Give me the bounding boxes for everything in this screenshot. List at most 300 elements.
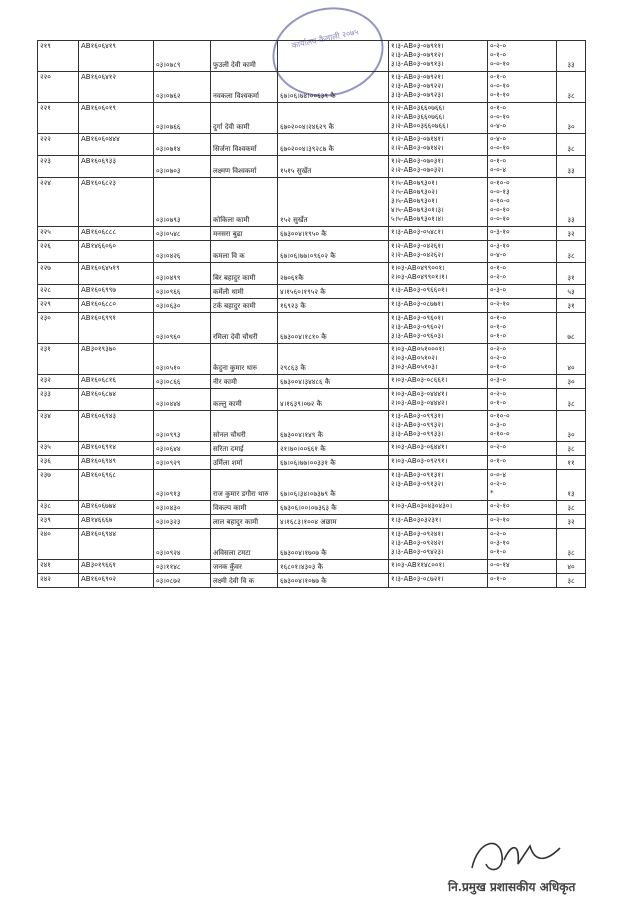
applicant-id: AB१६०६८७४ — [79, 389, 154, 411]
table-row — [38, 41, 586, 72]
table-row — [38, 411, 586, 442]
table-row — [38, 156, 586, 178]
plot-area: ०-१०-० — [490, 197, 510, 205]
plot-area: ०-०-१३ — [490, 188, 510, 196]
table-row — [38, 227, 586, 241]
plot-numbers — [389, 501, 488, 515]
plot-area: ०-१-० — [490, 51, 506, 59]
plot-area: ०-१-१० — [490, 91, 510, 99]
plot-numbers — [389, 72, 488, 103]
citizenship-number: ६७।०६।७७।०९६०२ कै — [278, 241, 389, 263]
plot-areas — [488, 501, 557, 515]
plot-number: १।०३-AB०४९९००१। — [391, 264, 445, 272]
serial-number: २३२ — [38, 375, 79, 389]
citizenship-number: ६७।०६।७४।००६३९ कै — [278, 72, 389, 103]
plot-number: १।२-AB०३-०७१४१। — [391, 135, 444, 143]
table-row — [38, 501, 586, 515]
plot-areas — [488, 389, 557, 411]
plot-areas — [488, 241, 557, 263]
person-name: कर्मेली थामी — [211, 285, 278, 299]
plot-number: १।३-AB०३-०९६६०१। — [391, 286, 448, 294]
plot-number: ३।३-AB०३-०७९२३। — [391, 91, 444, 99]
plot-number: १।३-AB०३-०९१३१। — [391, 471, 444, 479]
citizenship-number: ६७।०६।७७।००३३१ कै — [278, 456, 389, 470]
plot-number: १।३-AB०३-०५४८१। — [391, 228, 444, 236]
plot-number: १।०३-AB०३०४३०४३०। — [391, 502, 453, 510]
total-area: १३ — [557, 470, 586, 501]
plot-area: ०-०-१० — [490, 144, 510, 152]
file-number: ०३।०४२६ — [154, 241, 211, 263]
plot-number: ३।३-AB०३-०७९१३। — [391, 60, 444, 68]
plot-area: ०-१-० — [490, 363, 506, 371]
plot-number: २।०३-AB०५१०२। — [391, 354, 438, 362]
plot-number: १।०३-AB०३-०६४४१। — [391, 443, 448, 451]
plot-area: ०-१-० — [490, 548, 506, 556]
person-name: नीर कामी — [211, 375, 278, 389]
serial-number: २४१ — [38, 560, 79, 574]
person-name: अविसला टमटा — [211, 529, 278, 560]
plot-area: ०-२-१० — [490, 300, 510, 308]
citizenship-number: १५१५ सुर्खेत — [278, 156, 389, 178]
person-name: सोनल चौधरी — [211, 411, 278, 442]
table-row — [38, 442, 586, 456]
serial-number: २२३ — [38, 156, 79, 178]
total-area: ३० — [557, 411, 586, 442]
total-area: ३० — [557, 375, 586, 389]
plot-numbers — [389, 241, 488, 263]
table-row — [38, 456, 586, 470]
plot-area: ०-१-० — [490, 157, 506, 165]
total-area: ३३ — [557, 156, 586, 178]
serial-number: २२२ — [38, 134, 79, 156]
plot-areas — [488, 442, 557, 456]
applicant-id: AB१६०६८८० — [79, 299, 154, 313]
plot-number: १।०३-AB११४८००१। — [391, 561, 445, 569]
applicant-id: AB१६०६९१४ — [79, 442, 154, 456]
serial-number: २२४ — [38, 178, 79, 227]
total-area: ७८ — [557, 313, 586, 344]
plot-number: ३।३-AB०३-०९४२३। — [391, 548, 444, 556]
plot-number: २।३-AB०३-०९९३२। — [391, 421, 444, 429]
citizenship-number: १५२ सुर्खेत — [278, 178, 389, 227]
plot-area: ०-०-१० — [490, 215, 510, 223]
plot-number: १।३-AB०३-०८७२१। — [391, 575, 444, 583]
plot-area: ०-१०-० — [490, 412, 510, 420]
applicant-id: AB१४६६०६० — [79, 241, 154, 263]
plot-number: १।०३-AB०३-०८६६१। — [391, 376, 448, 384]
plot-area: ०-४-० — [490, 135, 506, 143]
table-row — [38, 263, 586, 285]
plot-number: २।२-AB०३-०४२६२। — [391, 251, 444, 259]
person-name: दुर्गा देवी कामी — [211, 103, 278, 134]
plot-areas — [488, 344, 557, 375]
total-area: ३३ — [557, 41, 586, 72]
table-row — [38, 134, 586, 156]
plot-area: ०-१-० — [490, 323, 506, 331]
citizenship-number: ४।१५६०।१९५२ कै — [278, 285, 389, 299]
table-row — [38, 285, 586, 299]
serial-number: २३० — [38, 313, 79, 344]
total-area: ३२ — [557, 515, 586, 529]
total-area: ३८ — [557, 389, 586, 411]
table-row — [38, 529, 586, 560]
plot-number: ५।५-AB०७९३०१।४। — [391, 215, 444, 223]
person-name: बिर बहादुर कामी — [211, 263, 278, 285]
plot-areas — [488, 470, 557, 501]
plot-areas — [488, 263, 557, 285]
plot-area: ०-०-१० — [490, 113, 510, 121]
register-table — [37, 40, 586, 588]
applicant-id: AB१६०६९३३ — [79, 156, 154, 178]
plot-areas — [488, 178, 557, 227]
citizenship-number: ६७।०६।३४।०७३७९ कै — [278, 470, 389, 501]
plot-number: १।०३-AB०५१०००१। — [391, 345, 445, 353]
file-number: ०३।०४३० — [154, 501, 211, 515]
plot-area: ०-३-० — [490, 421, 506, 429]
plot-number: ३।३-AB०३-०९९३३। — [391, 430, 444, 438]
table-row — [38, 178, 586, 227]
plot-areas — [488, 156, 557, 178]
applicant-id: AB१६०६९४३ — [79, 411, 154, 442]
citizenship-number: ६७३००४।१८१० कै — [278, 313, 389, 344]
plot-number: २।३-AB०३-०७९२२। — [391, 82, 444, 90]
plot-numbers — [389, 560, 488, 574]
plot-number: १।०३-AB०३-०९२९१। — [391, 457, 448, 465]
plot-areas — [488, 41, 557, 72]
total-area: ११ — [557, 456, 586, 470]
file-number: ०३।०७१४ — [154, 134, 211, 156]
plot-numbers — [389, 529, 488, 560]
person-name: केदुना कुमार थारु — [211, 344, 278, 375]
plot-numbers — [389, 456, 488, 470]
file-number: ०३।०६३० — [154, 299, 211, 313]
total-area: ३३ — [557, 178, 586, 227]
plot-number: २।३-AB०३-०९१३२। — [391, 480, 444, 488]
person-name: जनक कुँवर — [211, 560, 278, 574]
applicant-id: AB१६०६४१९ — [79, 41, 154, 72]
plot-areas — [488, 529, 557, 560]
table-row — [38, 72, 586, 103]
plot-number: १।०३-AB०३-०४४४१। — [391, 390, 448, 398]
person-name: लाल बहादुर कामी — [211, 515, 278, 529]
file-number: ०३।०७९३ — [154, 178, 211, 227]
plot-area: ०-१-० — [490, 264, 506, 272]
signature-caption: नि.प्रमुख प्रशासकीय अधिकृत — [448, 880, 576, 894]
serial-number: २३६ — [38, 456, 79, 470]
plot-numbers — [389, 470, 488, 501]
plot-area: ०-०-४ — [490, 166, 506, 174]
plot-area: ०-०-१० — [490, 82, 510, 90]
table-row — [38, 470, 586, 501]
total-area: ४० — [557, 344, 586, 375]
plot-number: २।२-AB०३-०७०३२। — [391, 166, 444, 174]
serial-number: २३७ — [38, 470, 79, 501]
person-name: उर्मिला शर्मा — [211, 456, 278, 470]
plot-number: ३।०३-AB०५१०३। — [391, 363, 438, 371]
plot-area: ०-३-१० — [490, 242, 510, 250]
plot-areas — [488, 103, 557, 134]
plot-area: ०-२-० — [490, 42, 506, 50]
plot-areas — [488, 375, 557, 389]
citizenship-number: ६७३००४।३४४८६ कै — [278, 375, 389, 389]
serial-number: २२० — [38, 72, 79, 103]
file-number: ०३।०७०३ — [154, 156, 211, 178]
plot-area: ०-१-० — [490, 332, 506, 340]
file-number: ०३।०९६० — [154, 313, 211, 344]
plot-area: ०-१-० — [490, 457, 506, 465]
person-name: कल्लु कामी — [211, 389, 278, 411]
applicant-id: AB१६०६७७४ — [79, 501, 154, 515]
plot-numbers — [389, 344, 488, 375]
plot-number: १।२-AB०३६६०७६६। — [391, 104, 445, 112]
citizenship-number: ६७०२००४।३९२८७ कै — [278, 134, 389, 156]
plot-area: ०-२-० — [490, 390, 506, 398]
citizenship-number: २७०६१कै — [278, 263, 389, 285]
plot-areas — [488, 515, 557, 529]
plot-numbers — [389, 156, 488, 178]
serial-number: २३८ — [38, 501, 79, 515]
plot-number: १।३-AB०३-०९६०१। — [391, 314, 444, 322]
plot-area: ०-३-० — [490, 286, 506, 294]
total-area: ३० — [557, 103, 586, 134]
plot-area: ०-०-१० — [490, 206, 510, 214]
table-row — [38, 313, 586, 344]
citizenship-number: ६७३०६।००।०७३६३ कै — [278, 501, 389, 515]
person-name: फुउली देवी कामी — [211, 41, 278, 72]
plot-numbers — [389, 442, 488, 456]
total-area: ३८ — [557, 134, 586, 156]
plot-number: १।३-AB०३-०९२४१। — [391, 530, 444, 538]
plot-area: ०-१०-० — [490, 179, 510, 187]
plot-area: ०-२-० — [490, 443, 506, 451]
plot-areas — [488, 299, 557, 313]
plot-area: ०-३-१० — [490, 539, 510, 547]
citizenship-number: ६७०२००४।२४६२९ कै — [278, 103, 389, 134]
citizenship-number: १६९२३ कै — [278, 299, 389, 313]
file-number: ०३।०४९९ — [154, 263, 211, 285]
plot-numbers — [389, 285, 488, 299]
citizenship-number: ६७३००४।१४९ कै — [278, 411, 389, 442]
applicant-id: AB१६०६९०२ — [79, 574, 154, 588]
citizenship-number: १६८०१।४३०३ कै — [278, 560, 389, 574]
plot-area: ०-३-० — [490, 376, 506, 384]
person-name: राज कुमार डगौरा थारु — [211, 470, 278, 501]
file-number: ०३।०३२३ — [154, 515, 211, 529]
plot-numbers — [389, 574, 488, 588]
serial-number: २१९ — [38, 41, 79, 72]
total-area: ३८ — [557, 574, 586, 588]
plot-number: २।२-AB०३६६०७६६। — [391, 113, 445, 121]
table-row — [38, 241, 586, 263]
plot-area: ०-१-० — [490, 399, 506, 407]
register-table-body — [38, 41, 586, 588]
serial-number: २३३ — [38, 389, 79, 411]
citizenship-number: २१।७०।००६६१ कै — [278, 442, 389, 456]
plot-areas — [488, 134, 557, 156]
plot-number: ३।५-AB०७९३०१। — [391, 197, 438, 205]
plot-number: २।३-AB०३-०९२४२। — [391, 539, 444, 547]
file-number: ०३।०७६६ — [154, 103, 211, 134]
plot-number: १।२-AB०३-०७०३१। — [391, 157, 444, 165]
citizenship-number: ४।१६८३।१००४ अछाम — [278, 515, 389, 529]
plot-area: ०-०-१० — [490, 60, 510, 68]
serial-number: २३५ — [38, 442, 79, 456]
plot-number: २।३-AB०३-०७९१२। — [391, 51, 444, 59]
total-area: ५३ — [557, 285, 586, 299]
plot-area: ०-२-० — [490, 345, 506, 353]
file-number: ०३।०७८९ — [154, 41, 211, 72]
plot-number: १।३-AB०३-०७९२१। — [391, 73, 444, 81]
plot-areas — [488, 560, 557, 574]
person-name: कमला वि क — [211, 241, 278, 263]
table-row — [38, 560, 586, 574]
serial-number: २२७ — [38, 263, 79, 285]
citizenship-number: २९८६३ कै — [278, 344, 389, 375]
plot-number: २।३-AB०३-०९६०२। — [391, 323, 444, 331]
plot-numbers — [389, 227, 488, 241]
table-row — [38, 389, 586, 411]
plot-number: २।०३-AB०३-०४४४२। — [391, 399, 448, 407]
applicant-id: AB१६०६९९७ — [79, 285, 154, 299]
plot-areas — [488, 227, 557, 241]
plot-number: २।०३-AB०४९९०१।१। — [391, 273, 448, 281]
plot-area: * — [490, 489, 494, 497]
plot-area: ०-२-० — [490, 273, 506, 281]
plot-area: ०-१-० — [490, 104, 506, 112]
applicant-id: AB१४६६६७ — [79, 515, 154, 529]
person-name: लक्ष्मी देवी वि क — [211, 574, 278, 588]
serial-number: २४० — [38, 529, 79, 560]
plot-area: ०-२-० — [490, 354, 506, 362]
citizenship-number: ६७३००४।१०७७ कै — [278, 574, 389, 588]
file-number: ०३।११४८ — [154, 560, 211, 574]
plot-area: ०-२-१० — [490, 502, 510, 510]
plot-area: ०-०-१४ — [490, 561, 510, 569]
plot-area: ०-१-० — [490, 314, 506, 322]
plot-area: ०-०-४ — [490, 471, 506, 479]
plot-numbers — [389, 313, 488, 344]
plot-areas — [488, 574, 557, 588]
file-number: ०३।०६४४ — [154, 442, 211, 456]
applicant-id: AB१६०६९९१ — [79, 313, 154, 344]
total-area: ४० — [557, 560, 586, 574]
applicant-id: AB१६०६८८८ — [79, 227, 154, 241]
stamp-text: कार्यालय कैलाली २०७५ — [291, 27, 360, 51]
plot-number: ३।३-AB०३-०९६०३। — [391, 332, 444, 340]
plot-numbers — [389, 263, 488, 285]
plot-area: ०-४-० — [490, 122, 506, 130]
plot-area: ०-४-० — [490, 251, 506, 259]
file-number: ०३।०८६६ — [154, 375, 211, 389]
plot-numbers — [389, 103, 488, 134]
person-name: सरिता दमाई — [211, 442, 278, 456]
serial-number: २३४ — [38, 411, 79, 442]
serial-number: २४२ — [38, 574, 79, 588]
file-number: ०३।०९६६ — [154, 285, 211, 299]
plot-numbers — [389, 41, 488, 72]
person-name: नवकला विश्वकर्मा — [211, 72, 278, 103]
plot-area: ०-२-० — [490, 480, 506, 488]
table-row — [38, 574, 586, 588]
table-row — [38, 515, 586, 529]
plot-numbers — [389, 178, 488, 227]
plot-number: १।३-AB०३-०९९३१। — [391, 412, 444, 420]
signature-scribble — [460, 830, 570, 880]
total-area: ३१ — [557, 263, 586, 285]
file-number: ०३।०४४४ — [154, 389, 211, 411]
serial-number: २२५ — [38, 227, 79, 241]
serial-number: २२८ — [38, 285, 79, 299]
table-row — [38, 344, 586, 375]
plot-areas — [488, 313, 557, 344]
total-area: ३१ — [557, 299, 586, 313]
serial-number: २३१ — [38, 344, 79, 375]
plot-number: ३।२-AB००३६६०७६६। — [391, 122, 449, 130]
plot-number: १।३-AB०३-०८७७१। — [391, 300, 444, 308]
plot-areas — [488, 411, 557, 442]
plot-numbers — [389, 389, 488, 411]
applicant-id: AB१६०६४१२ — [79, 72, 154, 103]
citizenship-number: ६७३००४।१९५० कै — [278, 227, 389, 241]
serial-number: २२१ — [38, 103, 79, 134]
serial-number: २२९ — [38, 299, 79, 313]
applicant-id: AB१६०६०४४४ — [79, 134, 154, 156]
person-name: सिर्जना विश्वकर्मा — [211, 134, 278, 156]
plot-numbers — [389, 411, 488, 442]
file-number: ०३।०९२४ — [154, 529, 211, 560]
file-number: ०३।०९१३ — [154, 470, 211, 501]
plot-number: ४।५-AB०७९३०१।३। — [391, 206, 444, 214]
plot-areas — [488, 456, 557, 470]
person-name: लक्ष्मण विश्वकर्मा — [211, 156, 278, 178]
person-name: मनसरा बुढा — [211, 227, 278, 241]
plot-number: १।५-AB०७९३०१। — [391, 179, 438, 187]
person-name: रमिला देवी चौधरी — [211, 313, 278, 344]
applicant-id: AB३०१९६६१ — [79, 560, 154, 574]
applicant-id: AB१६०६९४९ — [79, 456, 154, 470]
serial-number: २२६ — [38, 241, 79, 263]
plot-numbers — [389, 515, 488, 529]
total-area: ३८ — [557, 529, 586, 560]
applicant-id: AB१६०६८२३ — [79, 178, 154, 227]
plot-number: २।५-AB०७९३०२। — [391, 188, 438, 196]
total-area: ३८ — [557, 501, 586, 515]
applicant-id: AB१६०६८१६ — [79, 375, 154, 389]
applicant-id: AB३०१९३७० — [79, 344, 154, 375]
plot-area: ०-१-० — [490, 575, 506, 583]
person-name: टर्क बहादुर कामी — [211, 299, 278, 313]
table-row — [38, 103, 586, 134]
person-name: विकल्प कामी — [211, 501, 278, 515]
plot-area: ०-१०-० — [490, 430, 510, 438]
plot-number: १।२-AB०३-०४२६१। — [391, 242, 444, 250]
file-number: ०३।०७६२ — [154, 72, 211, 103]
plot-area: ०-३-१० — [490, 228, 510, 236]
plot-numbers — [389, 299, 488, 313]
file-number: ०३।०९२९ — [154, 456, 211, 470]
total-area: ३८ — [557, 241, 586, 263]
serial-number: २३९ — [38, 515, 79, 529]
file-number: ०३।०८७२ — [154, 574, 211, 588]
plot-areas — [488, 285, 557, 299]
file-number: ०३।०९९३ — [154, 411, 211, 442]
plot-area: ०-२-० — [490, 530, 506, 538]
total-area: ३८ — [557, 442, 586, 456]
table-row — [38, 375, 586, 389]
plot-number: १।३-AB०३-०७९११। — [391, 42, 444, 50]
plot-areas — [488, 72, 557, 103]
plot-area: ०-२-१० — [490, 516, 510, 524]
